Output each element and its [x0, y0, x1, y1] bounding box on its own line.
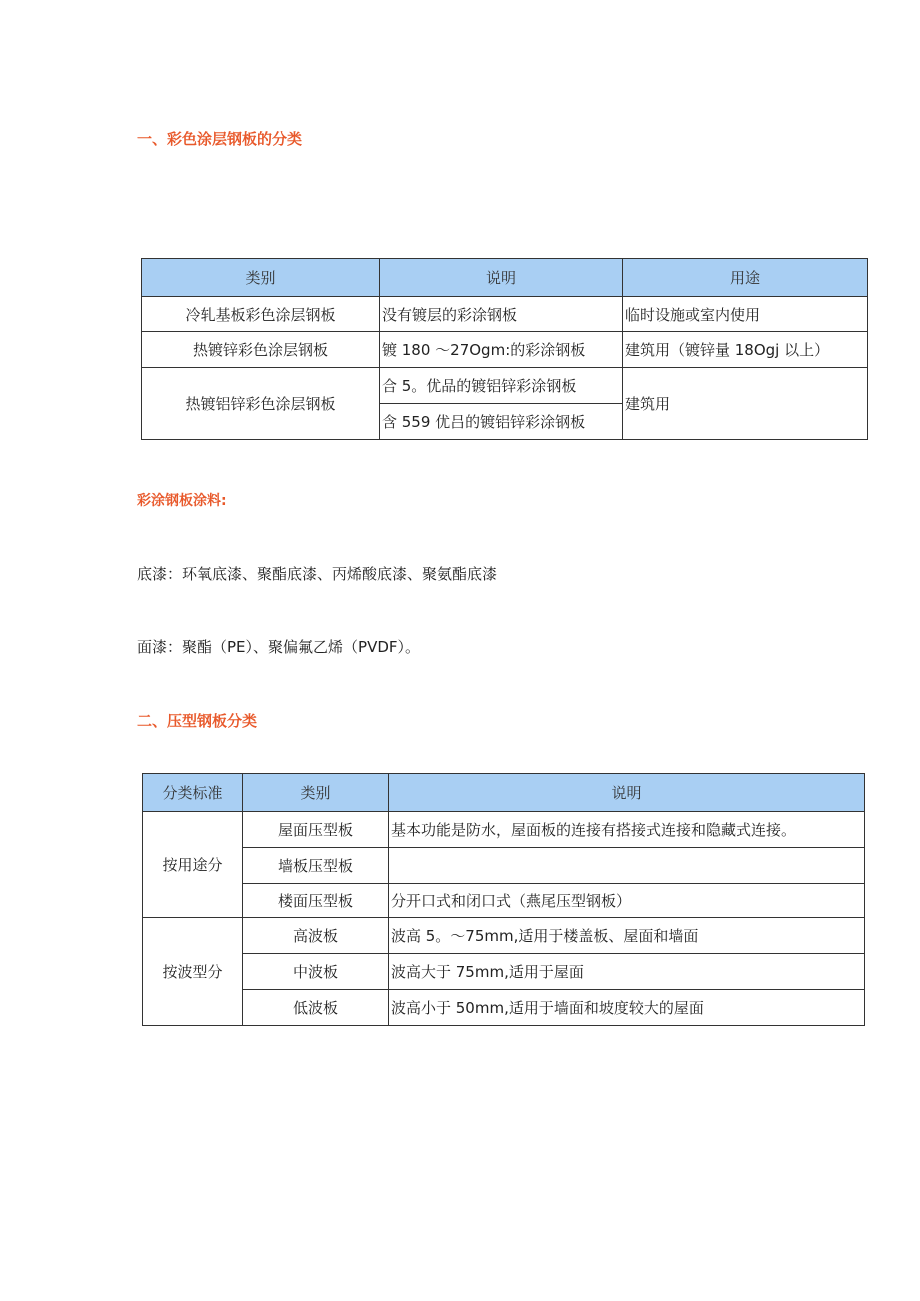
- column-header-description: 说明: [380, 259, 623, 297]
- section1-heading: 一、彩色涂层钢板的分类: [137, 130, 303, 148]
- standard-cell: 按用途分: [143, 812, 243, 918]
- description-cell: 波高大于 75mm,适用于屋面: [389, 954, 865, 990]
- section2-heading: 二、压型钢板分类: [137, 712, 258, 730]
- column-header-category: 类别: [142, 259, 380, 297]
- column-header-category: 类别: [243, 774, 389, 812]
- description-cell: 没有镀层的彩涂钢板: [380, 297, 623, 332]
- table-header-row: [142, 259, 868, 297]
- description-cell: 合 5。优品的镀铝锌彩涂钢板: [380, 368, 623, 404]
- description-cell: [389, 848, 865, 884]
- table-row: [143, 884, 865, 918]
- description-cell: 镀 180 ～27Ogm:的彩涂钢板: [380, 332, 623, 368]
- table-header-row: [143, 774, 865, 812]
- primer-text: 底漆：环氧底漆、聚酯底漆、丙烯酸底漆、聚氨酯底漆: [137, 565, 498, 583]
- category-cell: 热镀铝锌彩色涂层钢板: [142, 368, 380, 440]
- category-cell: 冷轧基板彩色涂层钢板: [142, 297, 380, 332]
- topcoat-text: 面漆：聚酯（PE）、聚偏氟乙烯（PVDF）。: [137, 638, 421, 656]
- table-row: [143, 990, 865, 1026]
- description-cell: 分开口式和闭口式（燕尾压型钢板）: [389, 884, 865, 918]
- category-cell: 高波板: [243, 918, 389, 954]
- column-header-standard: 分类标准: [143, 774, 243, 812]
- description-cell: 基本功能是防水，屋面板的连接有搭接式连接和隐藏式连接。: [389, 812, 865, 848]
- standard-cell: 按波型分: [143, 918, 243, 1026]
- use-cell: 建筑用（镀锌量 18Ogj 以上）: [623, 332, 868, 368]
- category-cell: 热镀锌彩色涂层钢板: [142, 332, 380, 368]
- category-cell: 楼面压型板: [243, 884, 389, 918]
- category-cell: 墙板压型板: [243, 848, 389, 884]
- description-cell: 波高小于 50mm,适用于墙面和坡度较大的屋面: [389, 990, 865, 1026]
- coatings-heading: 彩涂钢板涂料:: [137, 493, 227, 509]
- use-cell: 临时设施或室内使用: [623, 297, 868, 332]
- profiled-steel-table: [142, 773, 865, 1026]
- table-row: [142, 332, 868, 368]
- category-cell: 中波板: [243, 954, 389, 990]
- table-row: [142, 297, 868, 332]
- category-cell: 屋面压型板: [243, 812, 389, 848]
- description-cell: 含 559 优吕的镀铝锌彩涂钢板: [380, 404, 623, 440]
- table-row: [142, 368, 868, 404]
- column-header-description: 说明: [389, 774, 865, 812]
- table-row: [143, 918, 865, 954]
- coated-steel-table: [141, 258, 868, 440]
- table-row: [143, 812, 865, 848]
- category-cell: 低波板: [243, 990, 389, 1026]
- table-row: [143, 954, 865, 990]
- description-cell: 波高 5。〜75mm,适用于楼盖板、屋面和墙面: [389, 918, 865, 954]
- column-header-use: 用途: [623, 259, 868, 297]
- table-row: [143, 848, 865, 884]
- use-cell: 建筑用: [623, 368, 868, 440]
